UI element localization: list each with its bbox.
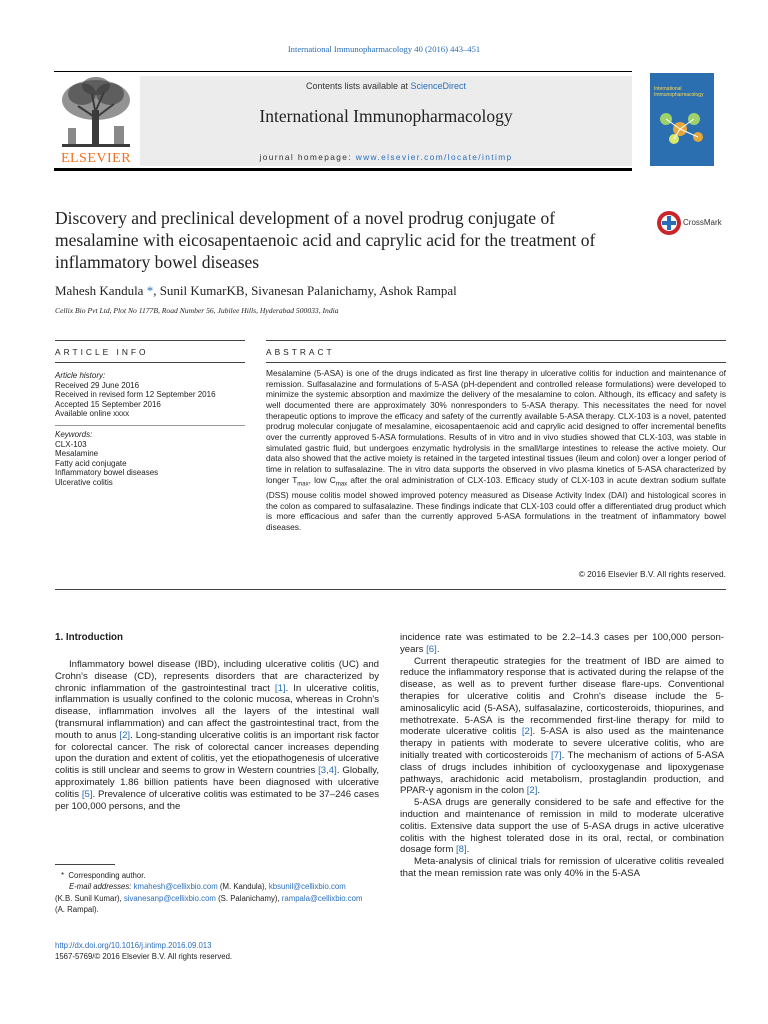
article-info-box xyxy=(55,371,245,488)
article-info-heading: ARTICLE INFO xyxy=(55,347,149,357)
reference-link[interactable]: [5] xyxy=(81,788,93,800)
keywords-divider xyxy=(55,419,245,426)
abstract-copyright: © 2016 Elsevier B.V. All rights reserved. xyxy=(578,569,726,579)
intro-paragraph xyxy=(400,656,724,798)
issn-copyright: 1567-5769/© 2016 Elsevier B.V. All rights reserved. xyxy=(55,952,233,961)
author-name: Mahesh Kandula xyxy=(55,283,144,298)
reference-link[interactable]: [2] xyxy=(526,785,538,797)
journal-name: International Immunopharmacology xyxy=(259,106,513,126)
reference-link[interactable]: [2] xyxy=(521,726,533,738)
footnote-line xyxy=(55,870,385,881)
footnote-mark: * xyxy=(61,871,65,880)
keyword-item: Ulcerative colitis xyxy=(55,477,113,487)
reference-link[interactable]: [2] xyxy=(119,729,131,741)
header-top-rule xyxy=(54,71,632,72)
intro-paragraph: Meta-analysis of clinical trials for remission of ulcerative colitis revealed that the mean remission rate was only 40% in the 5-ASA xyxy=(400,856,724,879)
history-item: Received in revised form 12 September 2016 xyxy=(55,390,216,400)
keyword-item: Inflammatory bowel diseases xyxy=(55,468,159,478)
keyword-item: Mesalamine xyxy=(55,449,99,459)
text-run: . xyxy=(436,643,440,655)
text-run: . Prevalence of ulcerative colitis was estimated to be 37–246 cases per 100,000 persons, and the xyxy=(55,788,379,812)
abstract-part: Mesalamine (5-ASA) is one of the drugs indicated as first line therapy in ulcerative colitis for induction and maintenance of remission. Sulfasalazine and formulations of 5-ASA (pH-dependent and controlled release formulations) were developed to minimize the systemic absorption and maximize the delivery of the mesalamine to colon. Although, its efficacy and safety is well documented there are approximately 30% nonresponders to 5-ASA therapy. This necessitates the need for novel therapeutic options to improve the efficacy and safety of the currently available 5-ASA therapy. CLX-103 is a novel, patented prodrug molecular conjugate of mesalamine, eicosapentaenoic acid and caprylic acid designed to offer incremental benefits over the currently approved 5-ASA formulations. Results of in vitro and in vivo studies showed that CLX-103, was stable in simulated gastric fluid, but undergoes enzymatic hydrolysis in the small/large intestines to release the active moiety. Our data also showed that the active moiety is retained in the targeted intestinal tissues (ileum and colon) over a longer period of time in relation to sulfasalazine. The in vitro data supports the observed in vivo plasma kinetics of 5-ASA characterized by longer T xyxy=(266,368,726,485)
text-run: Inflammatory bowel disease (IBD), including ulcerative colitis (UC) and Crohn's disease (CD), represents disorders that are characterized by chronic inflammation of the gastrointestinal tract xyxy=(55,659,379,694)
abstract-part: after the oral administration of CLX-103. Efficacy study of CLX-103 in acute dextran sodium sulfate (DSS) mouse colitis model showed improved potency measured as Disease Activity Index (DAI) and histological scores in the colon as compared to sulfasalazine. These findings indicate that CLX-103 could offer a differentiated drug product which is more efficacious and safer than the currently approved 5-ASA formulations in the treatment of inflammatory bowel diseases. xyxy=(266,474,726,532)
text-run: incidence rate was estimated to be 2.2–14.3 cases per 100,000 person-years xyxy=(400,632,724,655)
intro-paragraph xyxy=(55,659,379,812)
email-owner: (K.B. Sunil Kumar), xyxy=(55,893,124,903)
abstract-heading-rule xyxy=(266,362,726,363)
cover-title xyxy=(654,86,703,98)
header-bottom-rule xyxy=(54,168,632,171)
article-title: Discovery and preclinical development of a novel prodrug conjugate of mesalamine with eicosapentaenoic acid and caprylic acid for the treatment of inflammatory bowel diseases xyxy=(55,208,596,272)
sciencedirect-link[interactable]: ScienceDirect xyxy=(410,81,467,91)
author-list xyxy=(55,283,457,299)
tmax-subscript: max xyxy=(297,481,309,488)
crossmark-label: CrossMark xyxy=(683,218,722,227)
text-run: . xyxy=(537,785,541,797)
cover-title-line2: Immunopharmacology xyxy=(654,92,704,98)
corresponding-author-mark[interactable]: * xyxy=(146,283,154,298)
homepage-prefix: journal homepage: xyxy=(259,152,356,162)
text-run: . 5-ASA is also used as the maintenance therapy in patients with moderate to severe ulcerative colitis, who are initially treated with corticosteroids xyxy=(400,726,724,761)
journal-banner xyxy=(140,76,632,166)
email-label: E-mail addresses: xyxy=(69,882,132,892)
keyword-item: Fatty acid conjugate xyxy=(55,458,127,468)
intro-paragraph xyxy=(400,797,724,856)
abstract-part: , low C xyxy=(308,474,336,485)
molecule-illustration-icon xyxy=(654,107,710,147)
elsevier-wordmark: ELSEVIER xyxy=(60,151,132,166)
affiliation: Cellix Bio Pvt Ltd, Plot No 1177B, Road Number 56, Jubilee Hills, Hyderabad 500033, India xyxy=(55,306,339,315)
corresponding-author-footnote xyxy=(55,870,385,916)
text-run: . Long-standing ulcerative colitis is an important risk factor for colorectal cancer. The risk of colorectal cancer increases depending upon the duration and extent of colitis, yet the etiopathogenesis of ulcerative colitis is still unclear and seems to grow in Western countries xyxy=(55,729,379,777)
intro-paragraph xyxy=(400,632,724,656)
other-authors: , Sunil KumarKB, Sivanesan Palanichamy, Ashok Rampal xyxy=(153,283,457,298)
email-owner: (M. Kandula), xyxy=(217,882,269,892)
journal-cover-thumbnail[interactable] xyxy=(650,73,714,166)
text-run: . Globally, approximately 1.86 billion patients have been diagnosed with ulcerative colitis xyxy=(55,765,379,800)
contents-line xyxy=(140,81,632,91)
abstract-text xyxy=(266,368,726,533)
email-link[interactable]: kbsunil@cellixbio.com xyxy=(268,882,346,892)
history-item: Received 29 June 2016 xyxy=(55,380,140,390)
contents-prefix: Contents lists available at xyxy=(305,81,411,91)
reference-link[interactable]: [7] xyxy=(551,749,562,761)
journal-homepage-line xyxy=(140,152,632,162)
text-run: Current therapeutic strategies for the treatment of IBD are aimed to reduce the inflammatory response that is activated during the relapse of the disease, as well as to prevent further disease flare-ups. Conventional therapies for ulcerative colitis and Crohn's disease include the 5-aminosalicylic acid (5-ASA), sulfasalazine, corticosteroids, thiopurines, and methotrexate. 5-ASA is the recommended first-line therapy for mild to moderate ulcerative colitis xyxy=(400,655,724,738)
footnote-rule xyxy=(55,864,115,865)
history-label: Article history: xyxy=(55,371,106,380)
body-left-column xyxy=(55,659,379,812)
body-right-column xyxy=(400,632,724,880)
footnote-corresponding: Corresponding author. xyxy=(68,871,146,880)
article-info-top-rule xyxy=(55,340,245,341)
crossmark-icon xyxy=(656,210,682,236)
reference-link[interactable]: [1] xyxy=(274,682,286,694)
reference-link[interactable]: [8] xyxy=(456,844,467,856)
email-link[interactable]: kmahesh@cellixbio.com xyxy=(133,882,218,892)
email-link[interactable]: sivanesanp@cellixbio.com xyxy=(123,893,216,903)
homepage-link[interactable]: www.elsevier.com/locate/intimp xyxy=(355,152,513,162)
footnote-line xyxy=(55,881,385,892)
keyword-item: CLX-103 xyxy=(55,439,87,449)
reference-link[interactable]: [6] xyxy=(426,643,437,655)
text-run: . The mechanism of actions of 5-ASA class of drugs includes inhibition of cyclooxygenase and lipoxygenase pathways, arachidonic acid metabolism, prostaglandin production, and PPAR-γ agonism in the colon xyxy=(400,749,724,797)
email-link[interactable]: rampala@cellixbio.com xyxy=(281,893,363,903)
doi-link[interactable]: http://dx.doi.org/10.1016/j.intimp.2016.09.013 xyxy=(55,941,212,950)
journal-citation[interactable]: International Immunopharmacology 40 (2016) 443–451 xyxy=(287,44,481,54)
email-owner: (S. Palanichamy), xyxy=(215,893,282,903)
text-run: 5-ASA drugs are generally considered to be safe and effective for the induction and maintenance of remission in mild to moderate ulcerative colitis. Extensive data support the use of 5-ASA drugs in active ulcerative colitis with the highest tolerated dose in its oral, rectal, or combination dosage form xyxy=(400,797,724,856)
footnote-line xyxy=(55,893,385,904)
footnote-line: (A. Rampal). xyxy=(55,905,99,915)
introduction-heading: 1. Introduction xyxy=(55,632,124,643)
text-run: . In ulcerative colitis, inflammation is usually confined to the colonic mucosa, whereas in Crohn's disease, inflammation involves all the layers of the intestinal wall (transmural inflammation) and can affect the gastrointestinal tract, from the mouth to anus xyxy=(55,682,379,741)
history-item: Accepted 15 September 2016 xyxy=(55,399,161,409)
reference-link[interactable]: [3,4] xyxy=(318,765,337,777)
history-item: Available online xxxx xyxy=(55,409,130,419)
cover-title-line1: International xyxy=(654,86,682,92)
text-run: . xyxy=(466,844,470,856)
crossmark-badge[interactable] xyxy=(656,210,726,236)
article-info-heading-rule xyxy=(55,362,245,363)
abstract-heading: ABSTRACT xyxy=(266,347,335,357)
cmax-subscript: max xyxy=(335,481,348,488)
doi-block xyxy=(55,940,232,962)
abstract-bottom-rule xyxy=(55,589,726,590)
abstract-top-rule xyxy=(266,340,726,341)
keywords-label: Keywords: xyxy=(55,429,93,439)
